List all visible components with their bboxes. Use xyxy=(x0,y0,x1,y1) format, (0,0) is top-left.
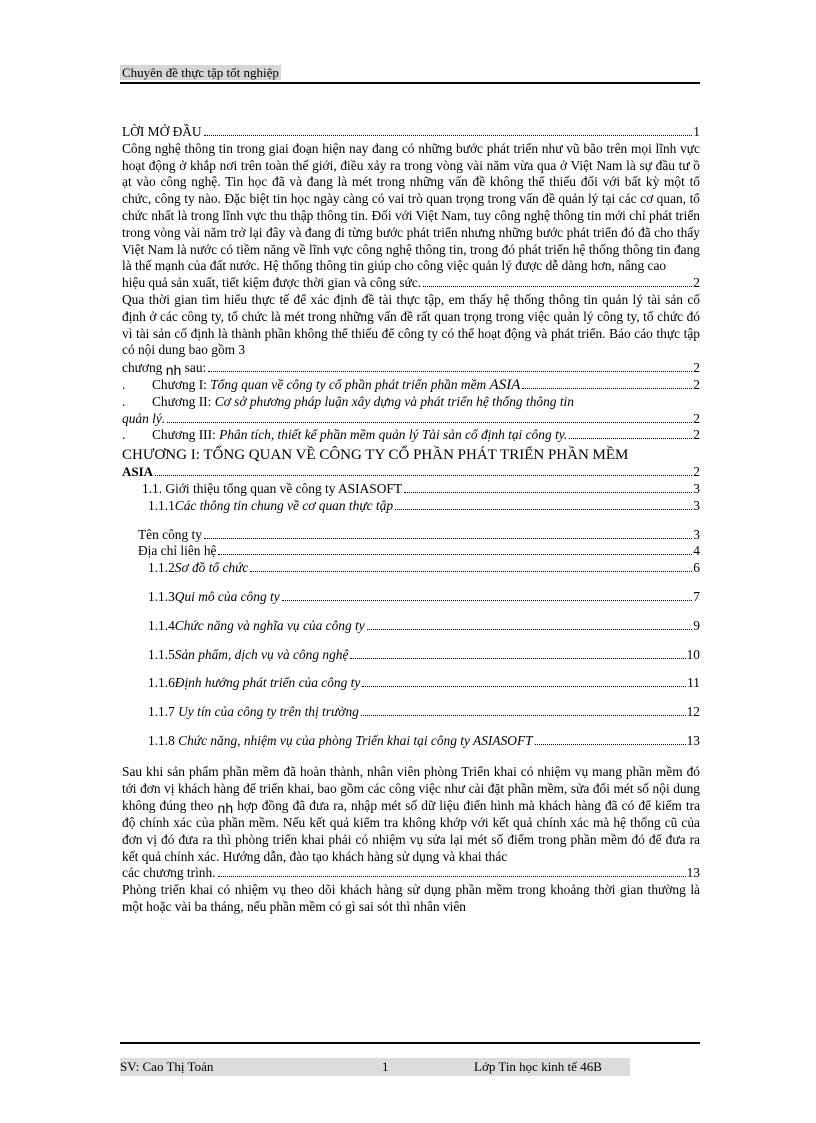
toc-page: 7 xyxy=(693,588,700,604)
toc-entry-chapters-intro[interactable] xyxy=(122,359,700,377)
toc-page: 6 xyxy=(693,560,700,576)
chapter-label: Chương III: xyxy=(152,427,220,443)
toc-page: 3 xyxy=(693,526,700,542)
page-footer xyxy=(120,1042,700,1076)
chapter-1-heading[interactable]: CHƯƠNG I: TỔNG QUAN VỀ CÔNG TY CỔ PHẦN PHÁT TRIỂN PHẦN MỀM xyxy=(122,447,629,464)
toc-label: Tên công ty xyxy=(138,526,202,542)
toc-entry-1-1-7[interactable] xyxy=(122,704,700,721)
chapter-label: Chương II: xyxy=(152,393,215,409)
paragraph-monitoring: Phòng triển khai có nhiệm vụ theo dõi khách hàng sử dụng phần mềm trong khoảng thời gian thường là một hoặc vài ba tháng, nếu phần mềm có gì sai sót thì nhân viên xyxy=(122,882,700,915)
section-number: 1.1.7 xyxy=(148,704,175,720)
footer-bar xyxy=(120,1058,630,1076)
header-title: Chuyên đề thực tập tốt nghiệp xyxy=(122,65,279,80)
toc-page: 2 xyxy=(693,360,700,376)
toc-entry-chapter-1-heading[interactable] xyxy=(122,464,700,481)
paragraph-intro: Công nghệ thông tin trong giai đoạn hiện nay đang có những bước phát triển như vũ bão trên mọi lĩnh vực hoạt động ở khắp nơi trên toàn thế giới, điều xảy ra trong vòng vài năm vừa qua ở Việt Nam là sự đầu tư ồ ạt vào công nghệ. Tin học đã và đang là mét trong những vấn đề không thể thiếu đối với bất kỳ một tổ chức, công ty nào. Đặc biệt tin học ngày càng có vai trò quan trọng trong vấn đề quản lý tại các cơ quan, tổ chức nhất là trong lĩnh vực thu thập thông tin. Đối với Việt Nam, tuy công nghệ thông tin mới chỉ phát triển trong vòng vài năm trở lại đây và đang đi từng bước phát triển nhưng những bước phát triển đó đã cho thấy Việt Nam là nước có tiềm năng về lĩnh vực công nghệ thông tin, trong đó phát triển hệ thống thông tin đang là thế mạnh của đất nước. Hệ thống thông tin giúp cho công việc quản lý được dễ dàng hơn, nâng cao xyxy=(122,140,700,274)
chapter-title-cont: quản lý. xyxy=(122,410,166,426)
toc-entry-1-1-5[interactable] xyxy=(122,647,700,664)
paragraph-purpose: Qua thời gian tìm hiểu thực tế để xác định đề tài thực tập, em thấy hệ thống thông tin quản lý tài sản cố định ở các công ty, tổ chức là mét trong những vấn đề rất quan trọng trong việc quản lý công ty, tổ chức đó vì tài sản cố định là thành phần không thể thiếu để công ty có thể hoạt động và phát triển. Báo cáo thực tập có nội dung bao gồm 3 xyxy=(122,291,700,358)
section-title: Chức năng, nhiệm vụ của phòng Triển khai tại công ty ASIASOFT xyxy=(178,732,533,748)
chapter-title: Cơ sở phương pháp luận xây dựng và phát triển hệ thống thông tin xyxy=(214,393,574,409)
toc-label: hiệu quả sản xuất, tiết kiệm được thời gian và công sức. xyxy=(122,275,422,291)
toc-page: 1 xyxy=(693,124,700,139)
bullet: . xyxy=(122,376,126,392)
toc-entry-intro-tail[interactable] xyxy=(122,275,700,292)
section-number: 1.1.1 xyxy=(148,497,175,513)
toc-label: các chương trình. xyxy=(122,865,216,881)
chapter-label: Chương I: xyxy=(152,376,211,392)
toc-entry-intro[interactable] xyxy=(122,124,700,141)
toc-label: ASIA xyxy=(122,464,154,480)
toc-page: 2 xyxy=(693,376,700,392)
leader-dots xyxy=(218,876,686,877)
toc-entry-1-1[interactable] xyxy=(122,481,700,498)
section-number: 1.1.5 xyxy=(148,646,175,662)
toc-label: LỜI MỞ ĐẦU xyxy=(122,124,202,139)
section-title: Uy tín của công ty trên thị trường xyxy=(178,704,359,720)
toc-page: 3 xyxy=(693,497,700,513)
word-sau: sau: xyxy=(184,360,207,376)
paragraph-text: Sau khi sản phẩm phần mềm đã hoàn thành, nhân viên phòng Triển khai có nhiệm vụ mang phần mềm đó tới đơn vị khách hàng để triển khai, bao gồm các công việc như cài đặt phần mềm, sửa đổi mét số nội dung không đúng theo xyxy=(122,763,700,814)
leader-dots xyxy=(204,538,692,539)
toc-entry-1-1-6[interactable] xyxy=(122,675,700,692)
paragraph-deployment xyxy=(122,764,700,866)
toc-page: 9 xyxy=(693,617,700,633)
toc-entry-deployment-tail[interactable] xyxy=(122,865,700,882)
section-title: Các thông tin chung về cơ quan thực tập xyxy=(174,497,394,513)
toc-entry-chapter-2[interactable] xyxy=(122,394,700,411)
leader-dots xyxy=(204,135,693,136)
word-chuong: chương xyxy=(122,360,163,376)
toc-page: 10 xyxy=(686,646,700,662)
footer-class: Lớp Tin học kinh tế 46B xyxy=(474,1059,602,1074)
leader-dots xyxy=(250,571,692,572)
toc-page: 3 xyxy=(693,480,700,496)
bullet: . xyxy=(122,427,126,443)
bullet: . xyxy=(122,393,126,409)
section-title: Sản phẩm, dịch vụ và công nghệ xyxy=(174,646,349,662)
toc-label: Địa chỉ liên hệ xyxy=(138,543,217,559)
toc-page: 2 xyxy=(693,275,700,291)
leader-dots xyxy=(367,629,693,630)
chapter-title-asia: ASIA xyxy=(489,376,521,393)
footer-page-number: 1 xyxy=(382,1059,389,1074)
toc-entry-chapter-2-cont[interactable] xyxy=(122,411,700,428)
section-number: 1.1.6 xyxy=(148,675,175,691)
stray-text: nh xyxy=(217,800,234,817)
section-title: Sơ đồ tổ chức xyxy=(174,560,249,576)
toc-entry-1-1-8[interactable] xyxy=(122,733,700,750)
table-of-contents xyxy=(122,124,700,916)
leader-dots xyxy=(423,286,692,287)
toc-page: 13 xyxy=(686,732,700,748)
leader-dots xyxy=(350,658,685,659)
toc-page: 2 xyxy=(693,427,700,443)
leader-dots xyxy=(395,509,692,510)
toc-entry-chapter-3[interactable] xyxy=(122,427,700,444)
section-number: 1.1.8 xyxy=(148,732,175,748)
toc-entry-1-1-1[interactable] xyxy=(122,498,700,515)
section-number: 1.1.2 xyxy=(148,560,175,576)
chapter-title: Phân tích, thiết kế phần mềm quản lý Tài sản cố định tại công ty. xyxy=(219,427,568,443)
leader-dots xyxy=(155,475,692,476)
toc-entry-1-1-4[interactable] xyxy=(122,618,700,635)
toc-entry-address[interactable] xyxy=(122,543,700,560)
section-title: Định hướng phát triển của công ty xyxy=(174,675,361,691)
leader-dots xyxy=(218,554,692,555)
leader-dots xyxy=(404,492,692,493)
toc-page: 13 xyxy=(686,865,700,881)
leader-dots xyxy=(167,422,692,423)
page-header xyxy=(120,64,700,84)
toc-page: 11 xyxy=(687,675,700,691)
toc-entry-chapter-1[interactable] xyxy=(122,377,700,394)
footer-author: SV: Cao Thị Toản xyxy=(120,1059,214,1074)
leader-dots xyxy=(208,371,692,372)
toc-entry-1-1-2[interactable] xyxy=(122,560,700,577)
section-title: Chức năng và nghĩa vụ của công ty xyxy=(174,617,365,633)
toc-entry-1-1-3[interactable] xyxy=(122,589,700,606)
toc-page: 12 xyxy=(686,704,700,720)
toc-label: 1.1. Giới thiệu tổng quan về công ty ASIASOFT xyxy=(142,480,403,496)
section-title: Qui mô của công ty xyxy=(174,588,280,604)
stray-text: nh xyxy=(165,362,182,379)
section-number: 1.1.3 xyxy=(148,588,175,604)
toc-page: 4 xyxy=(693,543,700,559)
leader-dots xyxy=(569,438,692,439)
leader-dots xyxy=(522,388,692,389)
toc-page: 2 xyxy=(693,410,700,426)
leader-dots xyxy=(282,600,693,601)
section-number: 1.1.4 xyxy=(148,617,175,633)
chapter-title: Tổng quan về công ty cổ phần phát triển phần mềm xyxy=(210,376,490,392)
toc-entry-company-name[interactable] xyxy=(122,527,700,544)
paragraph-text: hợp đồng đã đưa ra, nhập mét số dữ liệu điển hình mà khách hàng đã có để kiểm tra độ chính xác của phần mềm. Nếu kết quả kiểm tra không khớp với kết quả chính xác mà hệ thống cũ của đơn vị đó đưa ra thì phòng triển khai phải có nhiệm vụ sửa lại mét số điểm trong phần mềm đó để đưa ra kết quả chính xác. Hướng dẫn, đào tạo khách hàng sử dụng và khai thác xyxy=(122,798,701,864)
toc-page: 2 xyxy=(693,464,700,480)
leader-dots xyxy=(362,686,686,687)
leader-dots xyxy=(361,715,686,716)
leader-dots xyxy=(535,744,686,745)
